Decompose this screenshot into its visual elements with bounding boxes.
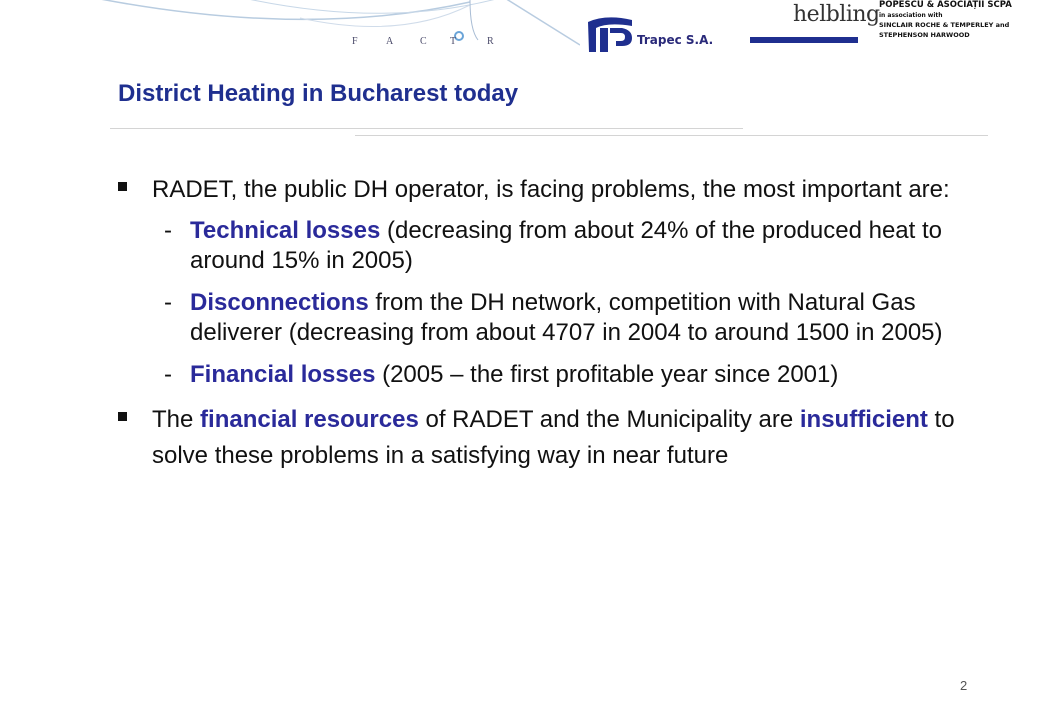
slide-body <box>118 172 978 474</box>
popescu-line2: STEPHENSON HARWOOD <box>879 31 970 39</box>
dash-bullet: - <box>164 289 172 316</box>
problem-label: Disconnections <box>190 289 369 316</box>
factor-wordmark <box>352 36 502 50</box>
factor-letter: A <box>386 36 394 47</box>
bullet-financial-resources <box>118 402 978 474</box>
bullet-radet-problems <box>118 172 978 208</box>
bullet-text: RADET, the public DH operator, is facing problems, the most important are: <box>152 176 950 203</box>
square-bullet-icon <box>118 412 127 421</box>
problem-label: Technical losses <box>190 217 381 244</box>
popescu-assoc: in association with <box>879 12 943 19</box>
square-bullet-icon <box>118 182 127 191</box>
problem-disconnections <box>152 288 978 348</box>
factor-letter: T <box>450 36 457 47</box>
brand-divider <box>750 37 858 43</box>
factor-letter: R <box>487 36 494 47</box>
problem-technical-losses <box>152 216 978 276</box>
trapec-logo-icon <box>586 14 634 54</box>
problem-detail: (decreasing from about 24% of the produced heat to around 15% in 2005) <box>190 217 943 274</box>
header-banner <box>0 0 1040 70</box>
bullet-text-start: The <box>152 406 201 433</box>
trapec-name: Trapec S.A. <box>637 33 714 47</box>
factor-logo-icon <box>0 0 580 60</box>
slide-title: District Heating in Bucharest today <box>118 80 519 107</box>
title-rule-offset <box>355 135 988 136</box>
popescu-line1: SINCLAIR ROCHE & TEMPERLEY and <box>879 21 1010 29</box>
page-number: 2 <box>960 678 968 693</box>
problem-label: Financial losses <box>190 361 376 388</box>
problem-financial-losses <box>152 360 978 390</box>
highlight-financial-resources: financial resources <box>200 406 419 433</box>
title-rule <box>110 128 743 129</box>
helbling-logo: helbling <box>793 2 880 27</box>
dash-bullet: - <box>164 361 172 388</box>
bullet-text-middle: of RADET and the Municipality are <box>418 406 800 433</box>
popescu-logo <box>879 0 1039 40</box>
factor-letter: C <box>420 36 427 47</box>
highlight-insufficient: insufficient <box>799 406 928 433</box>
dash-bullet: - <box>164 217 172 244</box>
problem-detail: (2005 – the first profitable year since 2001) <box>375 361 839 388</box>
bullet-text-end: to solve these problems in a satisfying way in near future <box>152 406 955 469</box>
problem-list <box>152 216 978 390</box>
factor-letter: F <box>352 36 358 47</box>
popescu-name: POPESCU & ASOCIAȚII SCPA <box>879 0 1012 10</box>
problem-detail: from the DH network, competition with Natural Gas deliverer (decreasing from about 4707 in 2004 to around 1500 in 2005) <box>190 289 943 346</box>
